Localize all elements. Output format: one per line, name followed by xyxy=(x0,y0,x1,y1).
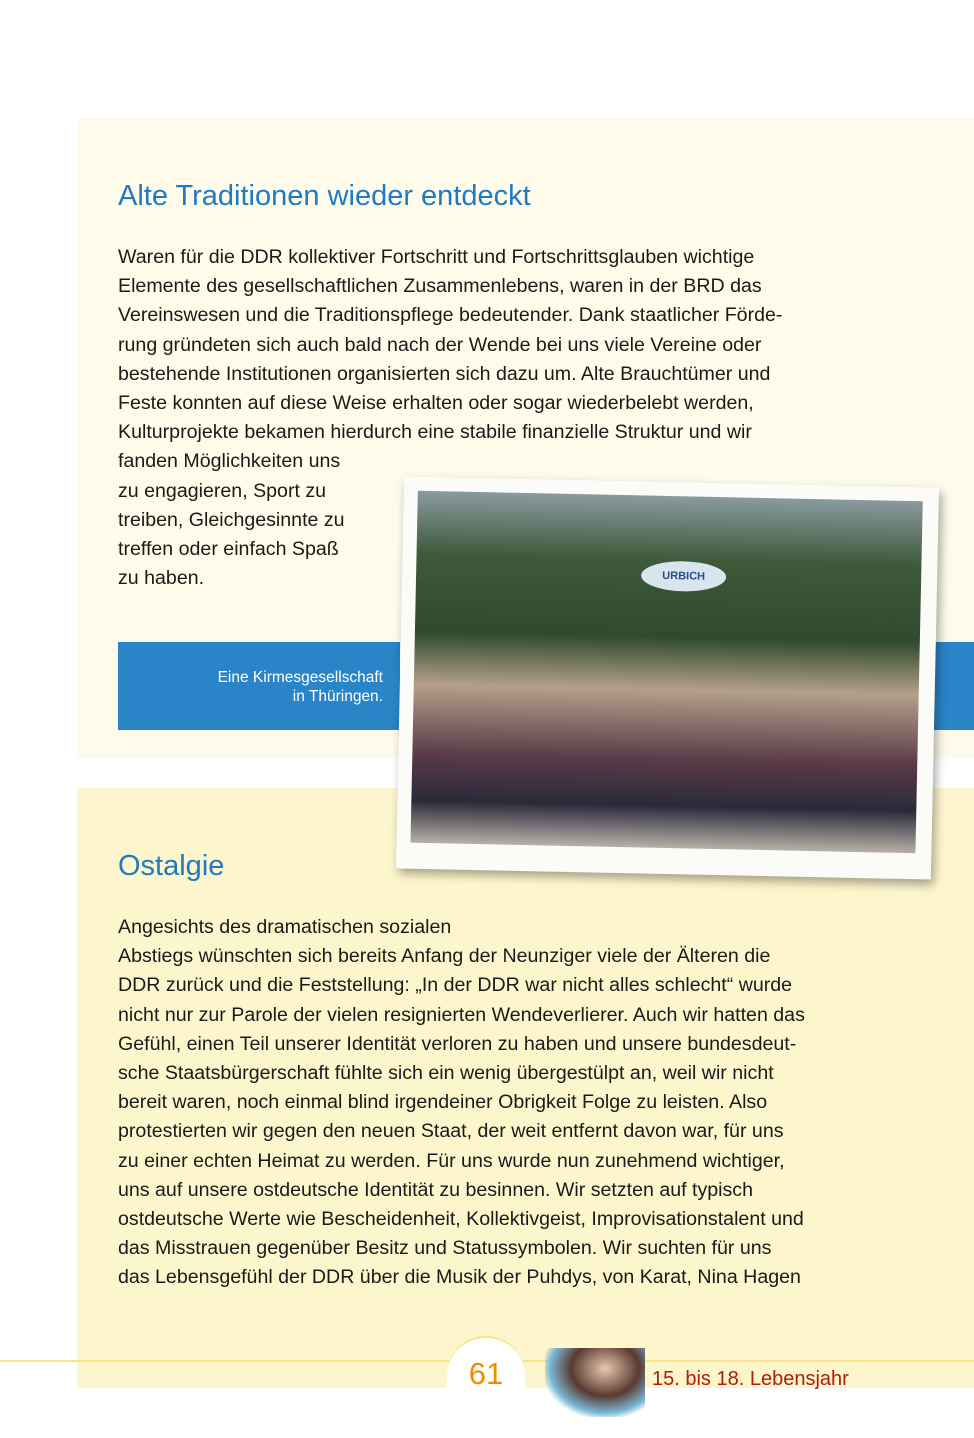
text-line: Feste konnten auf diese Weise erhalten oder sogar wiederbelebt werden, xyxy=(118,392,754,415)
text-line: Elemente des gesellschaftlichen Zusammenlebens, waren in der BRD das xyxy=(118,275,762,298)
text-line: Gefühl, einen Teil unserer Identität verloren zu haben und unsere bundesdeut- xyxy=(118,1032,797,1055)
page-number: 61 xyxy=(447,1336,525,1438)
footer-photo xyxy=(545,1348,645,1417)
group-photo xyxy=(396,476,939,879)
text-line: treiben, Gleichgesinnte zu xyxy=(118,508,345,531)
text-line: nicht nur zur Parole der vielen resignierten Wendeverlierer. Auch wir hatten das xyxy=(118,1003,805,1026)
section-title: Ostalgie xyxy=(118,850,225,882)
text-line: Vereinswesen und die Traditionspflege bedeutender. Dank staatlicher Förde- xyxy=(118,304,783,327)
text-line: das Misstrauen gegenüber Besitz und Statussymbolen. Wir suchten für uns xyxy=(118,1237,772,1260)
text-line: DDR zurück und die Feststellung: „In der DDR war nicht alles schlecht“ wurde xyxy=(118,974,793,997)
text-line: Waren für die DDR kollektiver Fortschritt und Fortschrittsglauben wichtige xyxy=(118,246,755,268)
text-line: bereit waren, noch einmal blind irgendeiner Obrigkeit Folge zu leisten. Also xyxy=(118,1091,768,1114)
caption-line: in Thüringen. xyxy=(292,688,383,705)
photo-sign: URBICH xyxy=(641,560,727,592)
text-line: ostdeutsche Werte wie Bescheidenheit, Kollektivgeist, Improvisationstalent und xyxy=(118,1208,804,1231)
text-line: zu einer echten Heimat zu werden. Für uns wurde nun zunehmend wichtiger, xyxy=(118,1149,785,1172)
text-line: zu haben. xyxy=(118,567,205,590)
chapter-label: 15. bis 18. Lebensjahr xyxy=(652,1368,849,1390)
photo-caption xyxy=(118,668,383,706)
text-line: Abstiegs wünschten sich bereits Anfang der Neunziger viele der Älteren die xyxy=(118,945,771,968)
text-line: treffen oder einfach Spaß xyxy=(118,538,339,561)
text-line: uns auf unsere ostdeutsche Identität zu besinnen. Wir setzten auf typisch xyxy=(118,1178,753,1201)
text-line: sche Staatsbürgerschaft fühlte sich ein wenig übergestülpt an, weil wir nicht xyxy=(118,1062,774,1085)
section-title: Alte Traditionen wieder entdeckt xyxy=(118,180,531,212)
text-line: Angesichts des dramatischen sozialen xyxy=(118,916,452,938)
text-line: zu engagieren, Sport zu xyxy=(118,479,327,502)
text-line: bestehende Institutionen organisierten sich dazu um. Alte Brauchtümer und xyxy=(118,362,771,385)
text-line: rung gründeten sich auch bald nach der Wende bei uns viele Vereine oder xyxy=(118,333,762,356)
text-line: das Lebensgefühl der DDR über die Musik der Puhdys, von Karat, Nina Hagen xyxy=(118,1266,801,1289)
text-line: protestierten wir gegen den neuen Staat, der weit entfernt davon war, für uns xyxy=(118,1120,784,1143)
photo-image xyxy=(410,491,922,853)
text-line: fanden Möglichkeiten uns xyxy=(118,450,341,473)
body-text xyxy=(118,913,805,1293)
caption-line: Eine Kirmesgesellschaft xyxy=(217,669,383,686)
text-line: Kulturprojekte bekamen hierdurch eine stabile finanzielle Struktur und wir xyxy=(118,421,752,444)
